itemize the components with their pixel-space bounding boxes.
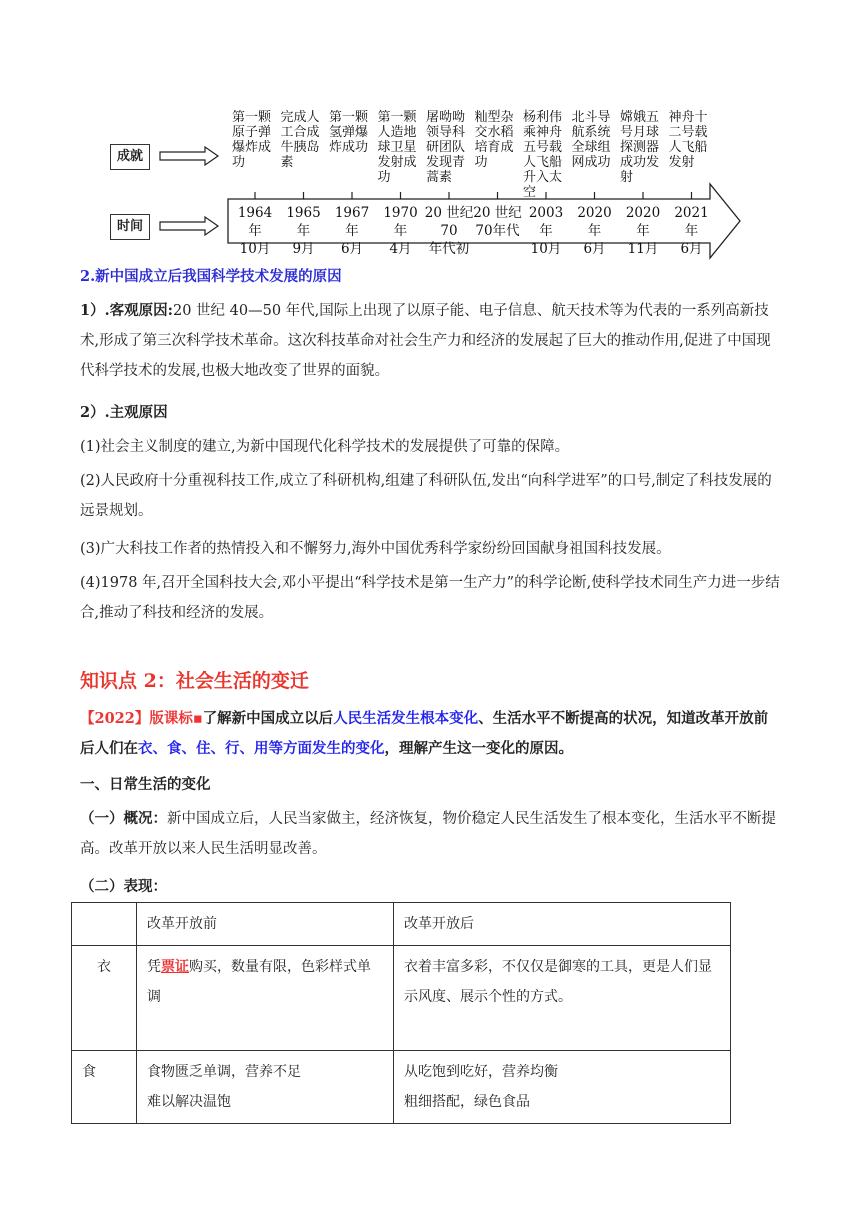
before-cell [137, 1051, 394, 1124]
date-item: 20 世纪70 年代初 [424, 205, 474, 257]
performance-label: （二）表现： [80, 878, 167, 895]
after-line-2: 粗细搭配，绿色食品 [404, 1094, 530, 1110]
table-header-row [72, 903, 731, 946]
reason-item-4: (4)1978 年,召开全国科技大会,邓小平提出“科学技术是第一生产力”的科学论断,使科学技术同生产力进一步结合,推动了科技和经济的发展。 [80, 575, 780, 621]
knowledge-point-title: 知识点 2：社会生活的变迁 [80, 670, 309, 692]
curriculum-standard [80, 704, 780, 764]
ration-ticket-highlight: 票证 [161, 959, 189, 975]
timeline-figure [110, 96, 750, 266]
reason-item-1: (1)社会主义制度的建立,为新中国现代化科学技术的发展提供了可靠的保障。 [80, 439, 570, 455]
date-row [232, 204, 752, 257]
time-label: 时间 [116, 219, 143, 234]
date-item: 20 世纪 70年代 [473, 205, 522, 239]
before-text-pre: 凭 [147, 959, 161, 975]
standard-label: 版课标▪ [149, 710, 203, 727]
subjective-label: 2）.主观原因 [80, 404, 168, 421]
standard-text-2: 、生活水平不断提高的状况，知道改革开放前后人们在 [80, 710, 769, 757]
achievement-item: 嫦娥五 号月球 探测器 成功发 射 [620, 110, 660, 185]
comparison-table [71, 902, 731, 1124]
header-cell-after: 改革开放后 [394, 903, 731, 946]
standard-highlight-2: 衣、食、住、行、用等方面发生的变化 [138, 740, 385, 757]
after-line-1: 从吃饱到吃好，营养均衡 [404, 1064, 558, 1080]
achievement-item: 第一颗 原子弹 爆炸成 功 [232, 110, 272, 170]
standard-highlight-1: 人民生活发生根本变化 [333, 710, 479, 727]
date-item: 2020 年 11月 [625, 205, 661, 257]
section-heading: 2.新中国成立后我国科学技术发展的原因 [80, 268, 342, 285]
achievement-item: 第一颗 人造地 球卫星 发射成 功 [377, 110, 417, 185]
achievement-item: 第一颗 氢弹爆 炸成功 [329, 110, 369, 155]
objective-text: 20 世纪 40—50 年代,国际上出现了以原子能、电子信息、航天技术等为代表的一系列高新技术,形成了第三次科学技术革命。这次科技革命对社会生产力和经济的发展起了巨大的推动作用,促进了中国现代科学技术的发展,也极大地改变了世界的面貌。 [80, 303, 771, 379]
before-line-1: 食物匮乏单调，营养不足 [147, 1064, 301, 1080]
header-cell-empty [72, 903, 137, 946]
achievement-item: 屠呦呦 领导科 研团队 发现青 蒿素 [426, 110, 466, 185]
table-row [72, 1051, 731, 1124]
overview-label: （一）概况： [80, 810, 167, 827]
date-item: 2020 年 6月 [577, 205, 612, 257]
date-item: 1964 年 10月 [237, 205, 273, 257]
overview-text: 新中国成立后，人民当家做主，经济恢复，物价稳定人民生活发生了根本变化，生活水平不断提高。改革开放以来人民生活明显改善。 [80, 811, 776, 857]
date-item: 1965 年 9月 [286, 205, 321, 257]
reason-item-3: (3)广大科技工作者的热情投入和不懈努力,海外中国优秀科学家纷纷回国献身祖国科技发展。 [80, 541, 671, 557]
table-row [72, 946, 731, 1051]
date-item: 2021 年 6月 [674, 205, 709, 257]
before-text-post: 购买，数量有限，色彩样式单调 [147, 959, 371, 1005]
standard-text-1: 了解新中国成立以后 [202, 710, 334, 727]
category-cell: 衣 [72, 946, 137, 1051]
date-item: 1970 年 4月 [383, 205, 418, 257]
achievement-item: 北斗导 航系统 全球组 网成功 [571, 110, 611, 170]
time-arrow-icon [160, 217, 218, 235]
date-item: 1967 年 6月 [334, 205, 370, 257]
achievement-item: 完成人 工合成 牛胰岛 素 [280, 110, 320, 170]
subsection-daily-life: 一、日常生活的变化 [80, 776, 211, 793]
before-cell [137, 946, 394, 1051]
before-line-2: 难以解决温饱 [147, 1094, 231, 1110]
overview-paragraph [80, 804, 780, 864]
after-cell: 衣着丰富多彩，不仅仅是御寒的工具，更是人们显示风度、展示个性的方式。 [394, 946, 731, 1051]
category-cell: 食 [72, 1051, 137, 1124]
achievement-item: 杨利伟 乘神舟 五号载 人飞船 升入太 空 [523, 110, 563, 200]
objective-paragraph [80, 296, 780, 386]
achievement-label: 成就 [116, 149, 143, 164]
after-cell [394, 1051, 731, 1124]
objective-label: 1）.客观原因: [80, 302, 173, 319]
header-cell-before: 改革开放前 [137, 903, 394, 946]
standard-text-3: ，理解产生这一变化的原因。 [384, 740, 573, 757]
reason-item-2: (2)人民政府十分重视科技工作,成立了科研机构,组建了科研队伍,发出“向科学进军”的口号,制定了科技发展的远景规划。 [80, 473, 772, 519]
achievement-item: 神舟十 二号载 人飞船 发射 [668, 110, 708, 170]
date-item: 2003 年 10月 [528, 205, 564, 257]
year-tag: 【2022】 [80, 710, 150, 727]
achievement-item: 籼型杂 交水稻 培育成 功 [474, 110, 514, 170]
achievement-arrow-icon [160, 147, 218, 165]
